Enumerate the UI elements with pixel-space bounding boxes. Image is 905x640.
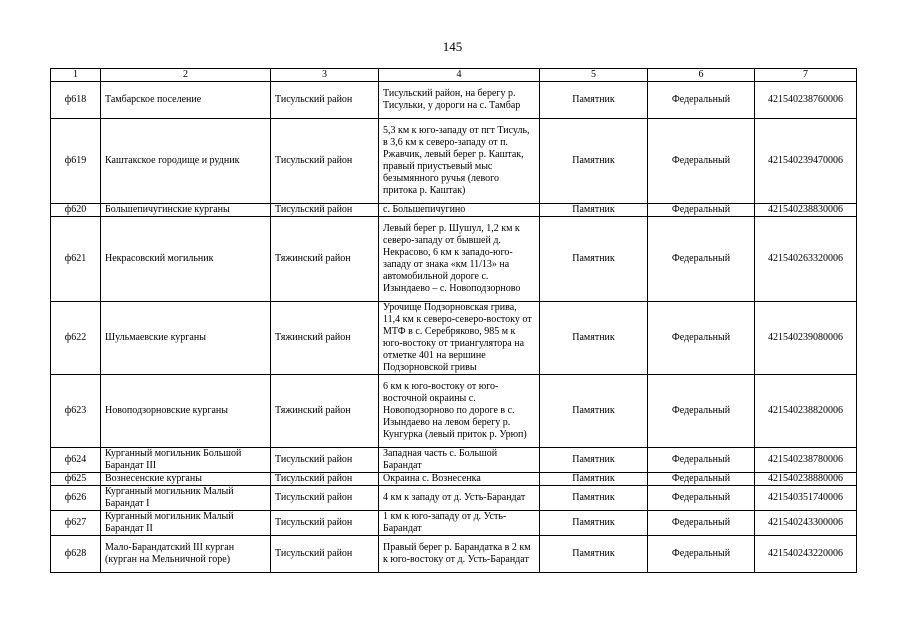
cell-location: Правый берег р. Барандатка в 2 км к юго-востоку от д. Усть-Барандат [379, 536, 540, 573]
column-header: 7 [755, 69, 857, 82]
table-row [51, 375, 857, 448]
monuments-table [50, 68, 857, 573]
cell-location: Тисульский район, на берегу р. Тисульки, у дороги на с. Тамбар [379, 82, 540, 119]
cell-registry-number: 421540238760006 [755, 82, 857, 119]
table-row [51, 119, 857, 204]
column-header: 4 [379, 69, 540, 82]
cell-category: Памятник [540, 204, 648, 217]
cell-row-id: ф618 [51, 82, 101, 119]
cell-monument-name: Большепичугинские курганы [101, 204, 271, 217]
column-header: 2 [101, 69, 271, 82]
cell-row-id: ф623 [51, 375, 101, 448]
cell-location: Урочище Подзорновская грива, 11,4 км к северо-северо-востоку от МТФ в с. Серебряково, 985 м к юго-востоку от триангулятора на отметке 401 на вершине Подзорновской гривы [379, 302, 540, 375]
cell-monument-name: Каштакское городище и рудник [101, 119, 271, 204]
cell-row-id: ф625 [51, 473, 101, 486]
cell-district: Тисульский район [271, 486, 379, 511]
cell-district: Тисульский район [271, 448, 379, 473]
cell-monument-name: Шульмаевские курганы [101, 302, 271, 375]
cell-district: Тяжинский район [271, 302, 379, 375]
column-header: 5 [540, 69, 648, 82]
table-row [51, 302, 857, 375]
cell-row-id: ф620 [51, 204, 101, 217]
cell-location: Окраина с. Вознесенка [379, 473, 540, 486]
cell-location: Левый берег р. Шушул, 1,2 км к северо-западу от бывшей д. Некрасово, 6 км к западо-юго-западу от знака «км 11/13» на автомобильной дороге с. Изындаево – с. Новоподзорново [379, 217, 540, 302]
cell-district: Тисульский район [271, 511, 379, 536]
cell-significance: Федеральный [648, 536, 755, 573]
cell-location: 1 км к юго-западу от д. Усть-Барандат [379, 511, 540, 536]
cell-significance: Федеральный [648, 486, 755, 511]
table-row [51, 217, 857, 302]
table-row [51, 204, 857, 217]
cell-category: Памятник [540, 217, 648, 302]
cell-monument-name: Вознесенские курганы [101, 473, 271, 486]
cell-district: Тисульский район [271, 204, 379, 217]
column-header: 1 [51, 69, 101, 82]
cell-district: Тисульский район [271, 473, 379, 486]
header-row [51, 69, 857, 82]
cell-row-id: ф628 [51, 536, 101, 573]
cell-registry-number: 421540238830006 [755, 204, 857, 217]
cell-registry-number: 421540239080006 [755, 302, 857, 375]
table-row [51, 511, 857, 536]
cell-district: Тисульский район [271, 82, 379, 119]
cell-district: Тисульский район [271, 119, 379, 204]
cell-category: Памятник [540, 119, 648, 204]
cell-location: с. Большепичугино [379, 204, 540, 217]
cell-monument-name: Новоподзорновские курганы [101, 375, 271, 448]
cell-row-id: ф626 [51, 486, 101, 511]
cell-registry-number: 421540243300006 [755, 511, 857, 536]
cell-significance: Федеральный [648, 448, 755, 473]
cell-registry-number: 421540243220006 [755, 536, 857, 573]
cell-monument-name: Тамбарское поселение [101, 82, 271, 119]
cell-monument-name: Курганный могильник Малый Барандат II [101, 511, 271, 536]
cell-monument-name: Курганный могильник Малый Барандат I [101, 486, 271, 511]
cell-category: Памятник [540, 473, 648, 486]
table-row [51, 486, 857, 511]
cell-location: 4 км к западу от д. Усть-Барандат [379, 486, 540, 511]
cell-significance: Федеральный [648, 473, 755, 486]
cell-category: Памятник [540, 511, 648, 536]
cell-category: Памятник [540, 448, 648, 473]
table-row [51, 536, 857, 573]
cell-district: Тисульский район [271, 536, 379, 573]
cell-monument-name: Мало-Барандатский III курган (курган на Мельничной горе) [101, 536, 271, 573]
cell-district: Тяжинский район [271, 375, 379, 448]
cell-significance: Федеральный [648, 217, 755, 302]
column-header: 6 [648, 69, 755, 82]
cell-registry-number: 421540238820006 [755, 375, 857, 448]
cell-monument-name: Некрасовский могильник [101, 217, 271, 302]
cell-location: 6 км к юго-востоку от юго-восточной окраины с. Новоподзорново по дороге в с. Изындаево на левом берегу р. Кунгурка (левый приток р. Урюп) [379, 375, 540, 448]
cell-row-id: ф622 [51, 302, 101, 375]
cell-category: Памятник [540, 375, 648, 448]
cell-district: Тяжинский район [271, 217, 379, 302]
column-header: 3 [271, 69, 379, 82]
cell-significance: Федеральный [648, 119, 755, 204]
cell-row-id: ф624 [51, 448, 101, 473]
cell-row-id: ф619 [51, 119, 101, 204]
cell-significance: Федеральный [648, 82, 755, 119]
cell-location: 5,3 км к юго-западу от пгт Тисуль, в 3,6 км к северо-западу от п. Ржавчик, левый берег р. Каштак, правый приустьевый мыс безымянного ручья (левого притока р. Каштак) [379, 119, 540, 204]
cell-registry-number: 421540238880006 [755, 473, 857, 486]
cell-category: Памятник [540, 486, 648, 511]
cell-row-id: ф627 [51, 511, 101, 536]
cell-category: Памятник [540, 536, 648, 573]
cell-significance: Федеральный [648, 302, 755, 375]
cell-location: Западная часть с. Большой Барандат [379, 448, 540, 473]
cell-registry-number: 421540238780006 [755, 448, 857, 473]
cell-registry-number: 421540263320006 [755, 217, 857, 302]
table-row [51, 82, 857, 119]
cell-monument-name: Курганный могильник Большой Барандат III [101, 448, 271, 473]
cell-registry-number: 421540351740006 [755, 486, 857, 511]
cell-row-id: ф621 [51, 217, 101, 302]
page-number: 145 [442, 39, 463, 54]
cell-significance: Федеральный [648, 511, 755, 536]
table-row [51, 448, 857, 473]
table-row [51, 473, 857, 486]
cell-significance: Федеральный [648, 204, 755, 217]
cell-category: Памятник [540, 302, 648, 375]
cell-significance: Федеральный [648, 375, 755, 448]
cell-registry-number: 421540239470006 [755, 119, 857, 204]
cell-category: Памятник [540, 82, 648, 119]
